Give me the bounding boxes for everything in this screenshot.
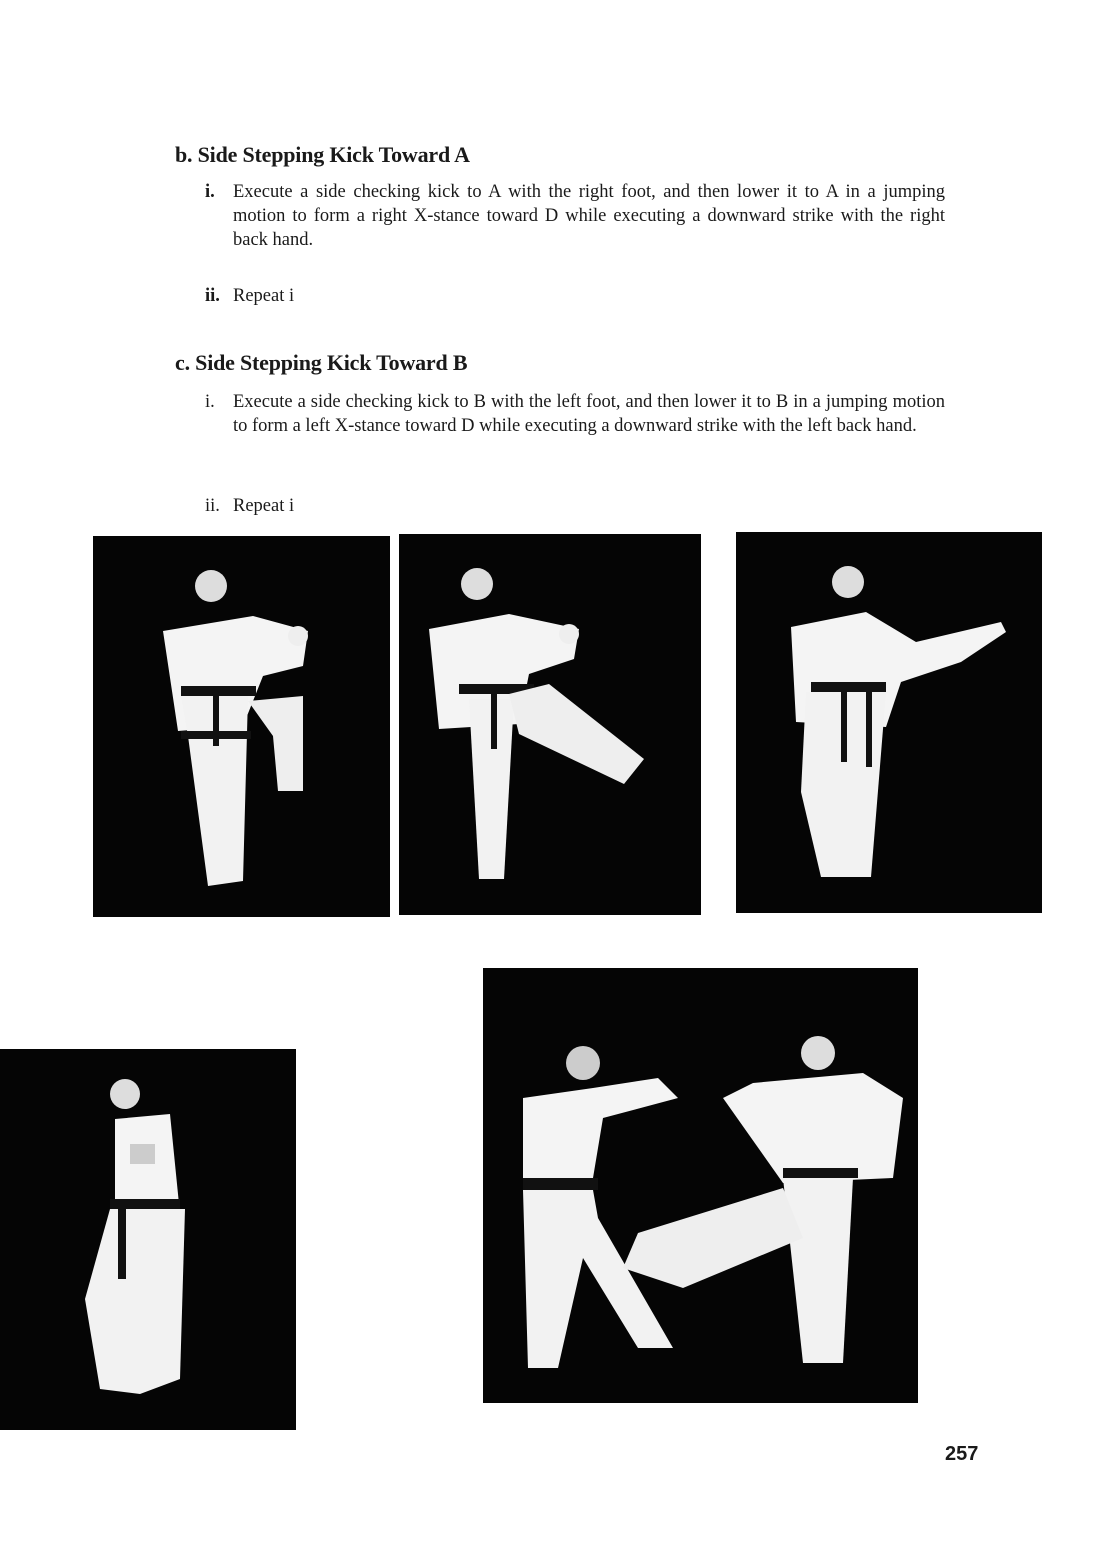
step-marker: ii.: [205, 496, 220, 516]
figure-illustration: [399, 534, 701, 915]
photo-sparring-checking-kick: [483, 968, 918, 1403]
figure-illustration: [0, 1049, 296, 1430]
section-b-heading: b. Side Stepping Kick Toward A: [175, 142, 470, 167]
step-text: Repeat i: [233, 496, 295, 516]
step-marker: ii.: [205, 286, 220, 306]
step-text: Repeat i: [233, 286, 295, 306]
page-number: 257: [945, 1443, 979, 1465]
step-marker: i.: [205, 392, 215, 412]
figure-illustration: [483, 968, 918, 1403]
section-c-heading: c. Side Stepping Kick Toward B: [175, 350, 468, 375]
photo-side-checking-kick: [399, 534, 701, 915]
step-text: Execute a side checking kick to A with the right foot, and then lower it to A in a jumping motion to form a right X-stance toward D while executing a downward strike with the right back hand.: [233, 182, 945, 250]
section-b-step-i: [205, 180, 945, 252]
step-text: Execute a side checking kick to B with the left foot, and then lower it to B in a jumping motion to form a left X-stance toward D while executing a downward strike with the left back hand.: [233, 392, 945, 436]
photo-knee-chamber: [93, 536, 390, 917]
section-c-step-ii: [205, 494, 945, 518]
figure-illustration: [93, 536, 390, 917]
photo-x-stance-side-view: [0, 1049, 296, 1430]
figure-illustration: [736, 532, 1042, 913]
section-c-step-i: [205, 390, 945, 438]
step-marker: i.: [205, 182, 215, 202]
section-b-step-ii: [205, 284, 945, 308]
photo-x-stance-back-hand: [736, 532, 1042, 913]
